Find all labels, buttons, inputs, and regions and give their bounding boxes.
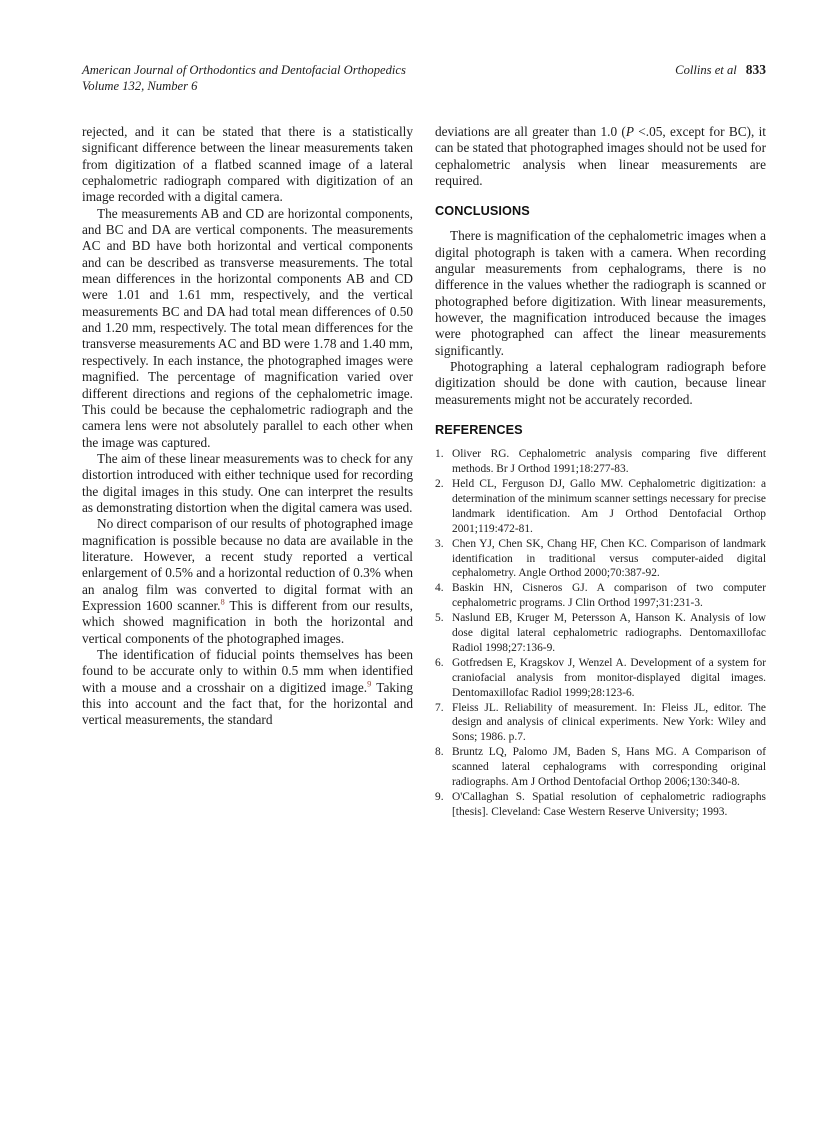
reference-item bbox=[435, 611, 766, 656]
reference-number: 5. bbox=[435, 612, 444, 625]
running-head bbox=[675, 62, 766, 78]
references-list bbox=[435, 447, 766, 820]
reference-number: 9. bbox=[435, 791, 444, 803]
reference-item bbox=[435, 537, 766, 582]
reference-item bbox=[435, 477, 766, 537]
reference-item bbox=[435, 656, 766, 701]
reference-item bbox=[435, 581, 766, 611]
paragraph: There is magnification of the cephalometric images when a digital photograph is taken with a camera. When recording angular measurements from cephalograms, there is no difference in the values whether the radiograph is scanned or photographed before digitization. With linear measurements, however, the magnification introduced because the images were photographed can affect the linear measurements significantly. bbox=[435, 228, 766, 358]
reference-text: Chen YJ, Chen SK, Chang HF, Chen KC. Comparison of landmark identification in traditional versus computer-aided digital cephalometry. Angle Orthod 2000;70:387-92. bbox=[452, 537, 766, 580]
reference-number: 2. bbox=[435, 477, 444, 490]
references-heading: REFERENCES bbox=[435, 423, 523, 438]
reference-superscript: 8 bbox=[220, 596, 225, 607]
reference-item bbox=[435, 790, 766, 820]
journal-name: American Journal of Orthodontics and Dentofacial Orthopedics bbox=[82, 63, 406, 77]
reference-number: 1. bbox=[435, 448, 444, 461]
paragraph: No direct comparison of our results of photographed image magnification is possible because no data are available in the literature. However, a recent study reported a vertical enlargement of 0.5% and a horizontal reduction of 0.3% when an analog film was converted to digital format with an Expression 1600 scanner.$^8$ This is different from our results, which showed magnification in both the horizontal and vertical components of the photographed images. bbox=[82, 516, 414, 646]
discussion-continued bbox=[435, 124, 766, 189]
reference-item bbox=[435, 701, 766, 746]
journal-info bbox=[82, 62, 406, 94]
reference-number: 6. bbox=[435, 656, 444, 669]
conclusions-section bbox=[435, 228, 766, 408]
conclusions-heading: CONCLUSIONS bbox=[435, 204, 530, 219]
paragraph: The identification of fiducial points themselves has been found to be accurate only to within 0.5 mm when identified with a mouse and a crosshair on a digitized image.$^9$ Taking this into account and the fact that, for the horizontal and vertical measurements, the standard bbox=[82, 647, 413, 728]
reference-text: Bruntz LQ, Palomo JM, Baden S, Hans MG. A Comparison of scanned lateral cephalograms with corresponding original radiographs. Am J Orthod Dentofacial Orthop 2006;130:340-8. bbox=[452, 746, 766, 789]
paragraph: rejected, and it can be stated that there is a statistically significant difference between the linear measurements taken from digitization of a flatbed scanned image of a lateral cephalometric radiograph compared with digitization of an image recorded with a digital camera. bbox=[82, 124, 413, 205]
journal-volume-line: Volume 132, Number 6 bbox=[82, 79, 198, 93]
page-number: 833 bbox=[745, 62, 766, 77]
reference-text: O'Callaghan S. Spatial resolution of cephalometric radiographs [thesis]. Cleveland: Case Western Reserve University; 1993. bbox=[452, 791, 766, 818]
reference-number: 7. bbox=[435, 701, 444, 714]
reference-item bbox=[435, 447, 766, 477]
paragraph: deviations are all greater than 1.0 (P <.05, except for BC), it can be stated that photographed images should not be used for cephalometric analysis when linear measurements are required. bbox=[435, 124, 767, 189]
reference-text: Naslund EB, Kruger M, Petersson A, Hanson K. Analysis of low dose digital lateral cephalometric radiographs. Dentomaxillofac Radiol 1998;27:136-9. bbox=[452, 612, 766, 654]
paragraph: The measurements AB and CD are horizontal components, and BC and DA are vertical components. The measurements AC and BD have both horizontal and vertical components and can be described as transverse measurements. The total mean differences in the horizontal components AB and CD were 1.01 and 1.61 mm, respectively, and the vertical measurements BC and DA had total mean differences of 0.50 and 1.20 mm, respectively. The total mean differences for the transverse measurements AC and BD were 1.78 and 1.40 mm, respectively. In each instance, the photographed images were magnified. The percentage of magnification varied over different directions and regions of the cephalometric image. This could be because the cephalometric radiograph and the camera lens were not absolutely parallel to each other when the image was captured. bbox=[82, 205, 413, 450]
reference-text: Held CL, Ferguson DJ, Gallo MW. Cephalometric digitization: a determination of the minimum scanner settings necessary for precise landmark identification. Am J Orthod Dentofacial Orthop 2001;119:472-81. bbox=[452, 477, 766, 535]
left-column bbox=[82, 124, 413, 820]
reference-number: 3. bbox=[435, 537, 444, 550]
reference-item bbox=[435, 745, 766, 790]
paragraph: Photographing a lateral cephalogram radiograph before digitization should be done with caution, because linear measurements might not be accurately recorded. bbox=[435, 359, 766, 407]
reference-text: Gotfredsen E, Kragskov J, Wenzel A. Development of a system for craniofacial analysis from monitor-displayed digital images. Dentomaxillofac Radiol 1999;28:123-6. bbox=[452, 656, 766, 699]
author-citation: Collins et al bbox=[675, 63, 737, 77]
reference-text: Fleiss JL. Reliability of measurement. In: Fleiss JL, editor. The design and analysis of clinical experiments. New York: Wiley and Sons; 1986. p.7. bbox=[452, 701, 766, 744]
right-column bbox=[435, 124, 766, 820]
reference-superscript: 9 bbox=[367, 678, 372, 689]
reference-text: Baskin HN, Cisneros GJ. A comparison of two computer cephalometric programs. J Clin Orthod 1997;31:231-3. bbox=[452, 582, 766, 610]
two-column-body bbox=[82, 124, 766, 820]
page-header bbox=[82, 62, 766, 94]
reference-number: 4. bbox=[435, 582, 444, 595]
reference-text: Oliver RG. Cephalometric analysis comparing five different methods. Br J Orthod 1991;18:277-83. bbox=[452, 448, 766, 476]
paragraph: The aim of these linear measurements was to check for any distortion introduced with either technique used for recording the digital images in this study. One can interpret the results as demonstrating distortion when the digital camera was used. bbox=[82, 450, 413, 515]
reference-number: 8. bbox=[435, 746, 444, 759]
